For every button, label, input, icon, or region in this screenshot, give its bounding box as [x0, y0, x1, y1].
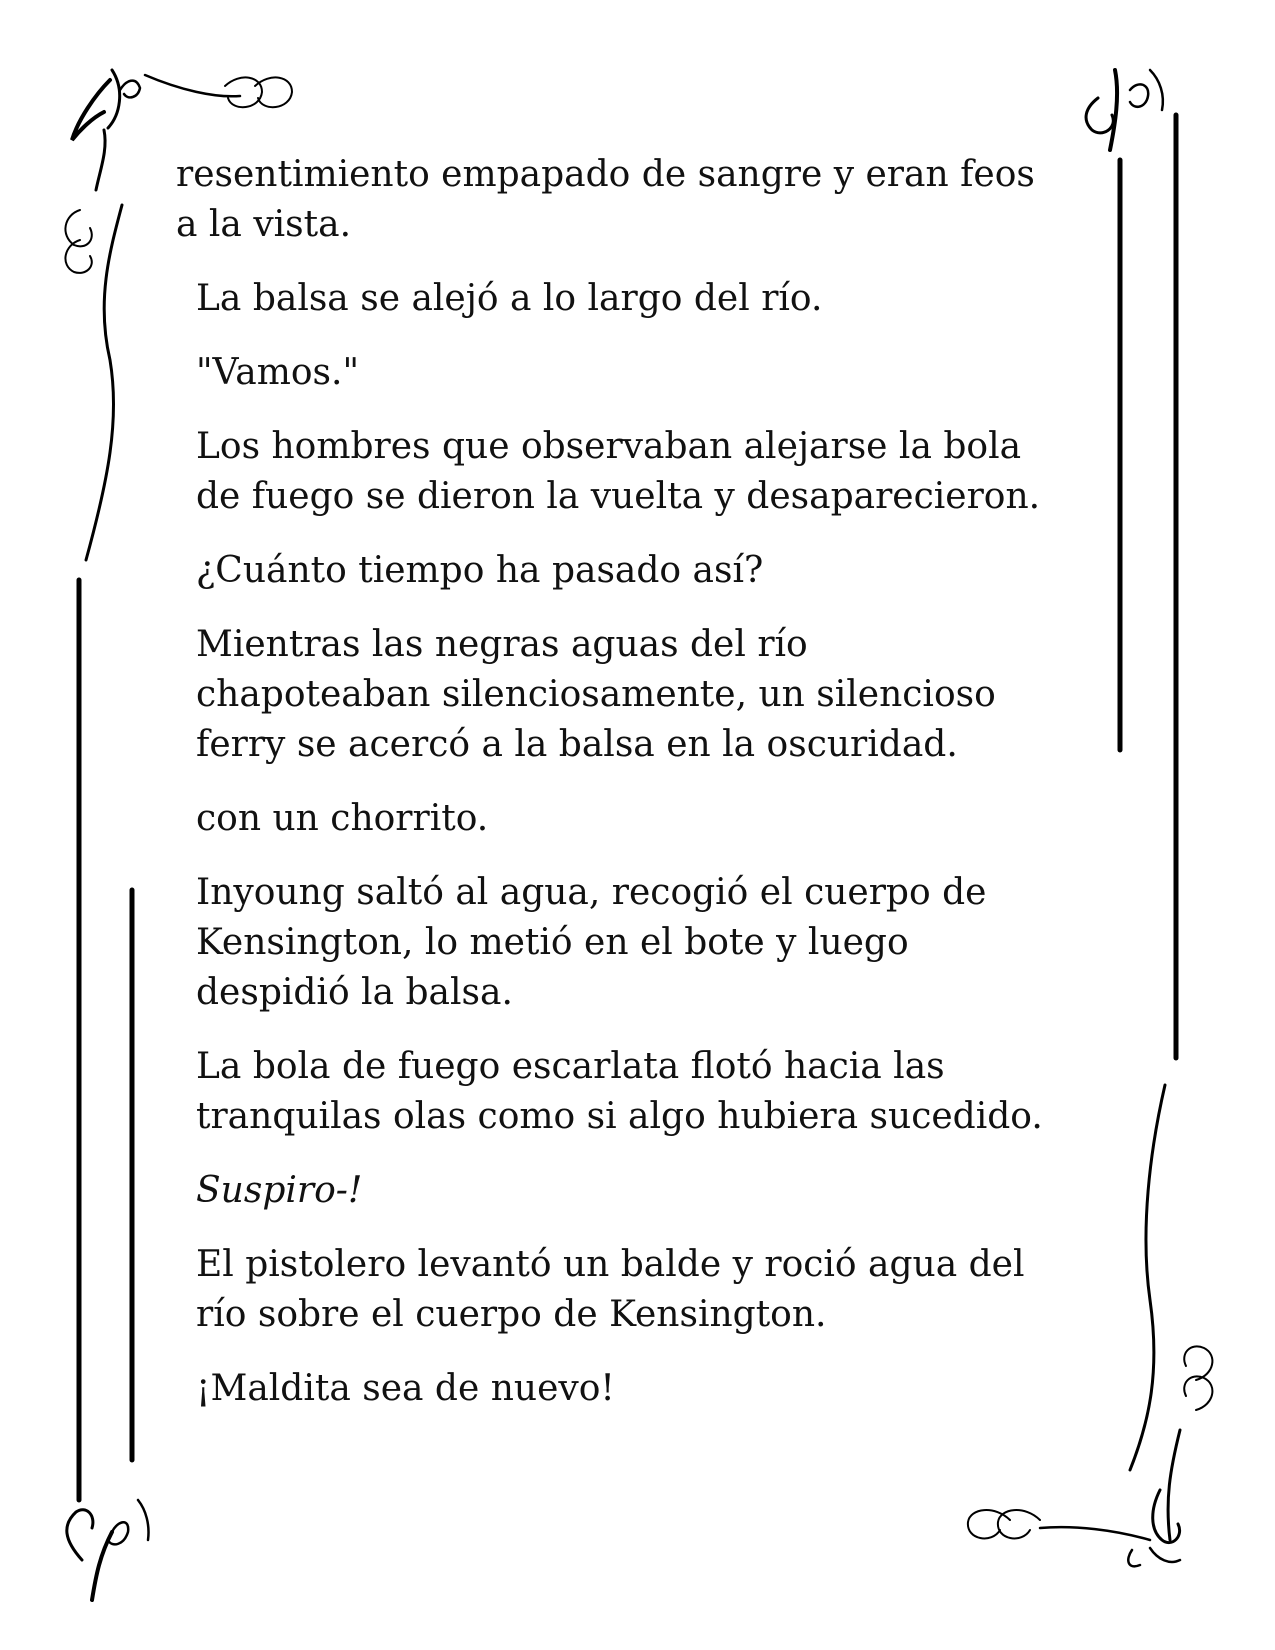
- text-line: despidió la balsa.: [196, 972, 513, 1013]
- text-line: Los hombres que observaban alejarse la bola: [196, 426, 1022, 467]
- text-line: Inyoung saltó al agua, recogió el cuerpo de: [196, 872, 987, 913]
- text-line: La balsa se alejó a lo largo del río.: [196, 278, 823, 319]
- text-line: tranquilas olas como si algo hubiera sucedido.: [196, 1096, 1043, 1137]
- text-line: Mientras las negras aguas del río: [196, 624, 808, 665]
- text-line: de fuego se dieron la vuelta y desaparecieron.: [196, 476, 1041, 517]
- paragraph: [176, 274, 1096, 324]
- text-line: con un chorrito.: [196, 798, 489, 839]
- paragraph: [176, 868, 1096, 1018]
- paragraph: [176, 1042, 1096, 1142]
- text-line: ferry se acercó a la balsa en la oscuridad.: [196, 724, 958, 765]
- text-line: ¿Cuánto tiempo ha pasado así?: [196, 550, 764, 591]
- top-right-flourish-icon: [1086, 70, 1163, 150]
- text-line: chapoteaban silenciosamente, un silencioso: [196, 674, 996, 715]
- paragraph: [176, 1364, 1096, 1414]
- text-line: Kensington, lo metió en el bote y luego: [196, 922, 909, 963]
- text-line: El pistolero levantó un balde y roció agua del: [196, 1244, 1025, 1285]
- bottom-left-flourish-icon: [67, 1500, 149, 1600]
- paragraph: [176, 348, 1096, 398]
- paragraph: [176, 1240, 1096, 1340]
- story-text: [176, 150, 1096, 1438]
- paragraph: [176, 422, 1096, 522]
- paragraph: [176, 620, 1096, 770]
- paragraph: [176, 546, 1096, 596]
- paragraph: [176, 794, 1096, 844]
- text-line: ¡Maldita sea de nuevo!: [196, 1368, 615, 1409]
- text-line: a la vista.: [176, 204, 352, 245]
- text-line: resentimiento empapado de sangre y eran feos: [176, 154, 1035, 195]
- text-line: Suspiro-!: [196, 1170, 363, 1211]
- text-line: "Vamos.": [196, 352, 360, 393]
- paragraph: [176, 1166, 1096, 1216]
- text-line: río sobre el cuerpo de Kensington.: [196, 1294, 827, 1335]
- text-line: La bola de fuego escarlata flotó hacia las: [196, 1046, 945, 1087]
- paragraph: [176, 150, 1096, 250]
